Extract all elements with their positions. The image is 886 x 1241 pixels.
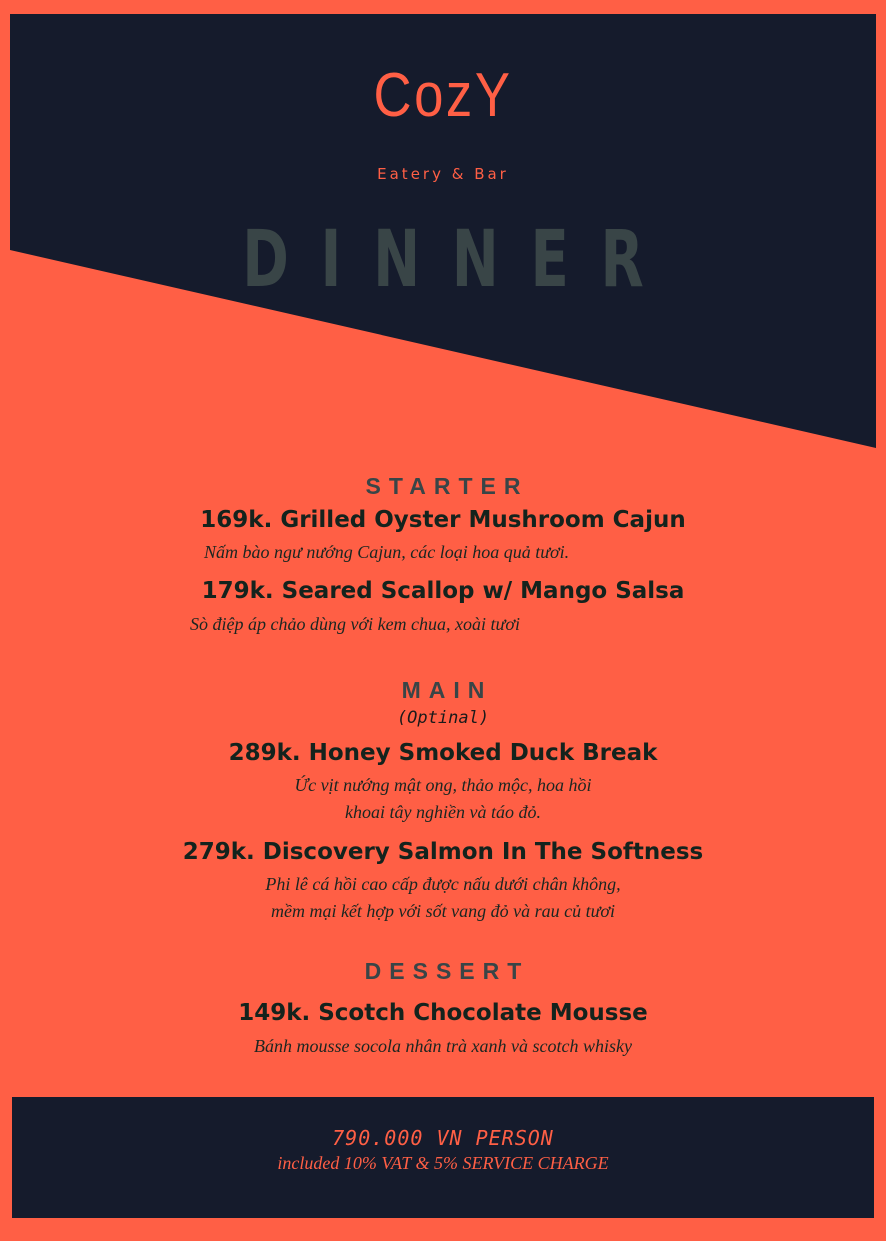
dish-description: Phi lê cá hồi cao cấp được nấu dưới chân không, <box>265 874 621 894</box>
dish-description: khoai tây nghiền và táo đỏ. <box>345 802 541 822</box>
section-title-starter: STARTER <box>365 473 529 499</box>
section-note: (Optinal) <box>396 708 490 728</box>
dish-name: 289k. Honey Smoked Duck Break <box>228 740 658 766</box>
dish-description: Bánh mousse socola nhân trà xanh và scotch whisky <box>254 1036 632 1056</box>
dish-name: 179k. Seared Scallop w/ Mango Salsa <box>201 578 685 604</box>
section-title-dessert: DESSERT <box>364 958 530 984</box>
dish-description: Ức vịt nướng mật ong, thảo mộc, hoa hồi <box>294 775 592 795</box>
dish-name: 149k. Scotch Chocolate Mousse <box>238 1000 648 1026</box>
brand-tagline: Eatery & Bar <box>377 165 509 183</box>
dish-description: mềm mại kết hợp với sốt vang đỏ và rau củ tươi <box>270 901 616 921</box>
dish-name: 279k. Discovery Salmon In The Softness <box>182 839 704 865</box>
price-note: included 10% VAT & 5% SERVICE CHARGE <box>277 1153 609 1173</box>
set-price: 790.000 VN PERSON <box>332 1126 554 1150</box>
brand-logo: CozY <box>373 61 513 130</box>
section-title-main: MAIN <box>401 677 493 703</box>
dish-description: Sò điệp áp chảo dùng với kem chua, xoài tươi <box>190 614 520 634</box>
menu-title: DINNER <box>242 215 676 305</box>
dish-description: Nấm bào ngư nướng Cajun, các loại hoa quả tươi. <box>204 542 570 562</box>
dish-name: 169k. Grilled Oyster Mushroom Cajun <box>200 507 686 533</box>
